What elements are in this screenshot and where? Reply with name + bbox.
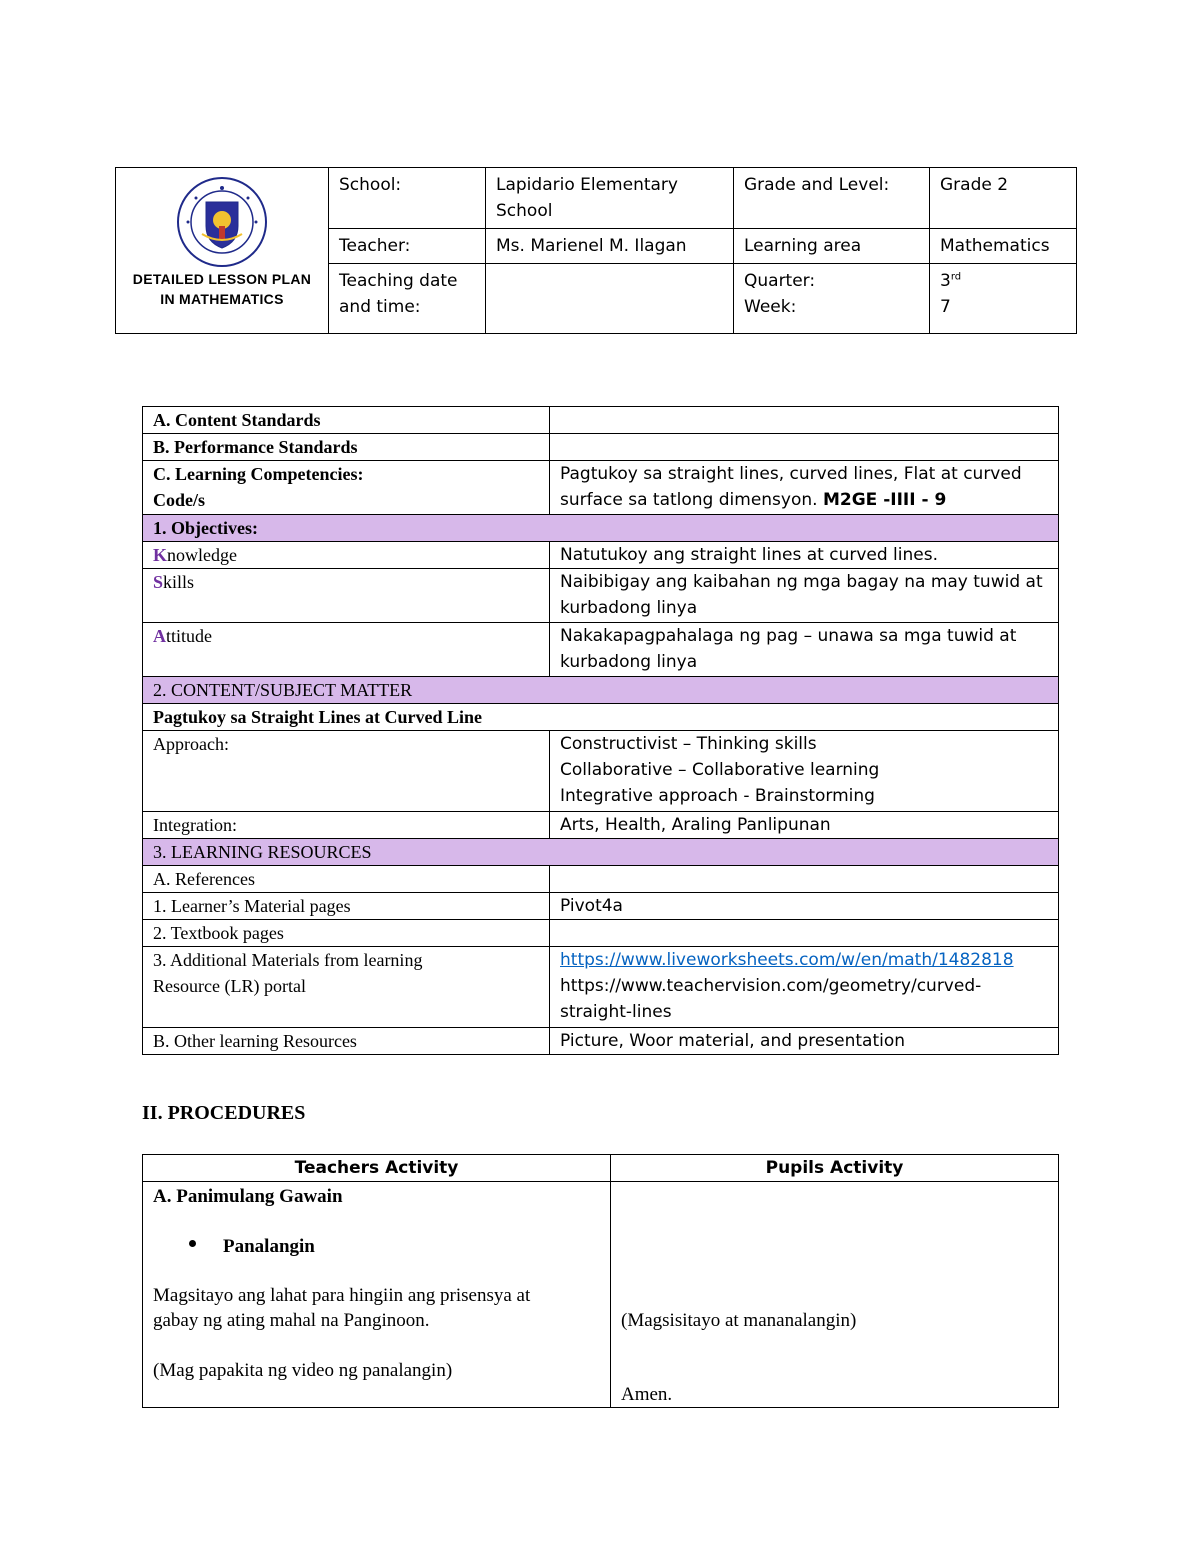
teaching-date-label: Teaching date and time:: [329, 264, 486, 334]
quarter-week-labels: Quarter: Week:: [734, 264, 930, 334]
bullet-dot: [189, 1240, 196, 1247]
skills-value: Naibibigay ang kaibahan ng mga bagay na may tuwid at kurbadong linya: [550, 569, 1059, 623]
pupils-activity-header: Pupils Activity: [611, 1155, 1059, 1182]
procedures-table: [142, 1154, 1059, 1408]
learners-material-label: 1. Learner’s Material pages: [143, 893, 550, 920]
deped-seal-logo: [176, 176, 268, 268]
references-value: [550, 866, 1059, 893]
content-standards-value: [550, 407, 1059, 434]
school-value: Lapidario Elementary School: [486, 168, 734, 229]
grade-value: Grade 2: [930, 168, 1077, 229]
other-resources-value: Picture, Woor material, and presentation: [550, 1028, 1059, 1055]
content-standards-label: A. Content Standards: [143, 407, 550, 434]
textbook-pages-label: 2. Textbook pages: [143, 920, 550, 947]
teacher-label: Teacher:: [329, 229, 486, 264]
pupils-activity-cell: [611, 1182, 1059, 1408]
section-title: A. Panimulang Gawain: [153, 1186, 343, 1207]
learning-area-label: Learning area: [734, 229, 930, 264]
pupil-response-line1: (Magsisitayo at mananalangin): [621, 1310, 857, 1331]
pupil-response-line2: Amen.: [621, 1384, 673, 1405]
attitude-label: Attitude: [143, 623, 550, 677]
competency-code: M2GE -IIII - 9: [822, 490, 947, 510]
lesson-plan-title-line2: IN MATHEMATICS: [160, 291, 284, 307]
learning-area-value: Mathematics: [930, 229, 1077, 264]
teaching-date-value: [486, 264, 734, 334]
school-label: School:: [329, 168, 486, 229]
performance-standards-label: B. Performance Standards: [143, 434, 550, 461]
header-table: [115, 167, 1077, 334]
integration-label: Integration:: [143, 812, 550, 839]
additional-materials-value: [550, 947, 1059, 1028]
teacher-instruction-line3: (Mag papakita ng video ng panalangin): [153, 1360, 453, 1381]
teachervision-url-line1: https://www.teachervision.com/geometry/curved-: [560, 976, 982, 996]
learners-material-value: Pivot4a: [550, 893, 1059, 920]
performance-standards-value: [550, 434, 1059, 461]
competencies-label: C. Learning Competencies: Code/s: [143, 461, 550, 515]
approach-value: Constructivist – Thinking skills Collaborative – Collaborative learning Integrative approach - Brainstorming: [550, 731, 1059, 812]
content-table: [142, 406, 1059, 1055]
quarter-suffix: rd: [950, 271, 962, 283]
teacher-instruction-line2: gabay ng ating mahal na Panginoon.: [153, 1310, 430, 1331]
liveworksheets-link[interactable]: https://www.liveworksheets.com/w/en/math/1482818: [560, 950, 1014, 970]
competencies-value: Pagtukoy sa straight lines, curved lines, Flat at curved surface sa tatlong dimensyon. M2GE -IIII - 9: [550, 461, 1059, 515]
knowledge-label: Knowledge: [143, 542, 550, 569]
logo-cell: [116, 168, 329, 334]
week-value: 7: [940, 297, 951, 317]
grade-label: Grade and Level:: [734, 168, 930, 229]
procedures-heading: II. PROCEDURES: [142, 1102, 306, 1124]
attitude-value: Nakakapagpahalaga ng pag – unawa sa mga tuwid at kurbadong linya: [550, 623, 1059, 677]
teachers-activity-header: Teachers Activity: [143, 1155, 611, 1182]
knowledge-value: Natutukoy ang straight lines at curved lines.: [550, 542, 1059, 569]
skills-label: Skills: [143, 569, 550, 623]
objectives-header: 1. Objectives:: [143, 515, 1059, 542]
approach-label: Approach:: [143, 731, 550, 812]
teacher-value: Ms. Marienel M. Ilagan: [486, 229, 734, 264]
teachers-activity-cell: [143, 1182, 611, 1408]
other-resources-label: B. Other learning Resources: [143, 1028, 550, 1055]
bullet-item: Panalangin: [223, 1236, 315, 1257]
teachervision-url-line2: straight-lines: [560, 1002, 672, 1022]
integration-value: Arts, Health, Araling Panlipunan: [550, 812, 1059, 839]
additional-materials-label: 3. Additional Materials from learning Resource (LR) portal: [143, 947, 550, 1028]
learning-resources-header: 3. LEARNING RESOURCES: [143, 839, 1059, 866]
teacher-instruction-line1: Magsitayo ang lahat para hingiin ang prisensya at: [153, 1285, 531, 1306]
lesson-plan-title-line1: DETAILED LESSON PLAN: [132, 271, 312, 287]
subject-matter-header: 2. CONTENT/SUBJECT MATTER: [143, 677, 1059, 704]
quarter-value: 3: [940, 271, 951, 291]
quarter-week-values: [930, 264, 1077, 334]
textbook-pages-value: [550, 920, 1059, 947]
references-label: A. References: [143, 866, 550, 893]
subject-title: Pagtukoy sa Straight Lines at Curved Line: [143, 704, 1059, 731]
